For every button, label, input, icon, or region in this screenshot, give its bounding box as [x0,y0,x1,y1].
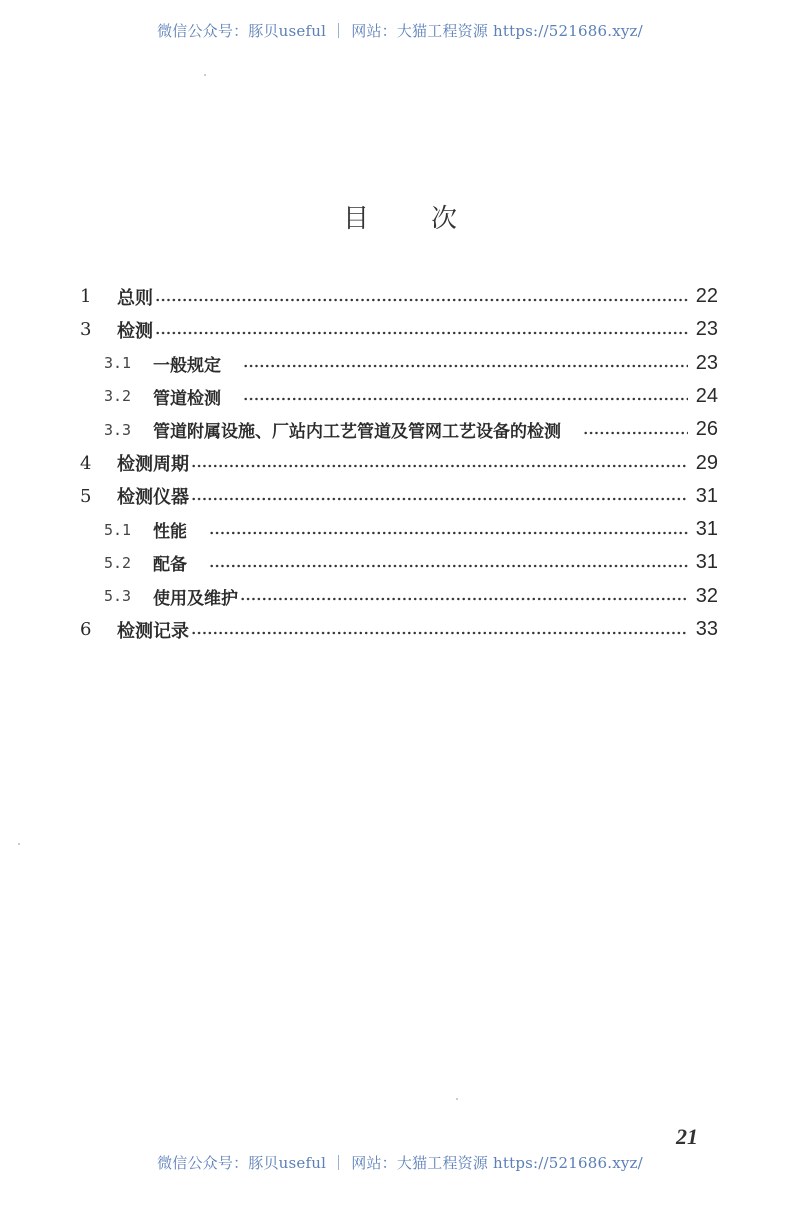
toc-entry-number: 3.2 [104,387,132,406]
dot-leader [155,330,688,336]
toc-entry[interactable] [104,380,718,413]
toc-entry-number: 5.1 [104,520,132,539]
toc-entry-page: 22 [695,285,718,307]
dot-leader [191,496,688,502]
toc-entry-page: 31 [695,551,718,574]
toc-entry-label: 检测 [117,320,153,342]
toc-entry-label: 性能 [153,522,187,543]
dot-leader [240,596,688,602]
watermark-top: 微信公众号：豚贝useful ｜ 网站：大猫工程资源 https://521686.xyz/ [157,22,643,40]
scan-speck [204,74,206,76]
toc-entry[interactable] [80,613,718,646]
toc-entry-page: 31 [695,484,718,507]
toc-entry-page: 31 [695,518,718,541]
toc-entry[interactable] [104,546,718,579]
toc-entry-label: 配备 [153,555,187,576]
toc-entry[interactable] [80,480,718,513]
dot-leader [583,430,688,436]
toc-entry-label: 管道附属设施、厂站内工艺管道及管网工艺设备的检测 [153,422,561,443]
toc-entry-number: 3 [80,319,92,341]
toc-entry-page: 26 [695,418,718,441]
toc-entry[interactable] [104,513,718,546]
toc-entry[interactable] [104,580,718,613]
dot-leader [155,297,688,303]
dot-leader [243,363,688,369]
toc-entry-page: 24 [695,384,718,407]
dot-leader [209,563,688,569]
toc-entry-page: 32 [695,584,718,607]
toc-entry-page: 29 [695,451,718,474]
page-title: 目次 [342,204,519,234]
toc-entry-label: 检测仪器 [117,487,189,509]
toc-entry-label: 检测周期 [117,454,189,475]
toc-entry-number: 5.3 [104,587,132,606]
dot-leader [191,463,688,469]
dot-leader [191,630,688,636]
toc-entry-page: 23 [695,351,718,374]
toc-entry-number: 5.2 [104,553,132,572]
toc-entry-number: 1 [80,286,92,307]
toc-entry-number: 3.1 [104,354,132,373]
scan-speck [456,1098,458,1100]
toc-entry[interactable] [80,280,718,313]
page-number: 21 [676,1124,698,1149]
toc-entry-label: 检测记录 [117,620,189,642]
toc-entry[interactable] [80,313,718,346]
toc-entry-number: 6 [80,619,92,640]
toc-entry-page: 23 [695,318,718,341]
toc-entry-label: 管道检测 [153,388,221,409]
dot-leader [209,530,688,536]
toc-entry-label: 总则 [117,287,153,309]
toc-entry-number: 3.3 [104,420,132,439]
toc-entry-number: 5 [80,485,92,507]
dot-leader [243,396,688,402]
toc-entry[interactable] [80,447,718,480]
toc-entry[interactable] [104,347,718,380]
toc-entry[interactable] [104,413,718,446]
toc-entry-label: 使用及维护 [153,588,238,609]
toc-entry-page: 33 [695,618,718,640]
toc-entry-label: 一般规定 [153,355,221,376]
scan-speck [18,843,20,845]
toc-entry-number: 4 [80,452,92,474]
watermark-bottom: 微信公众号：豚贝useful ｜ 网站：大猫工程资源 https://521686.xyz/ [157,1154,643,1172]
